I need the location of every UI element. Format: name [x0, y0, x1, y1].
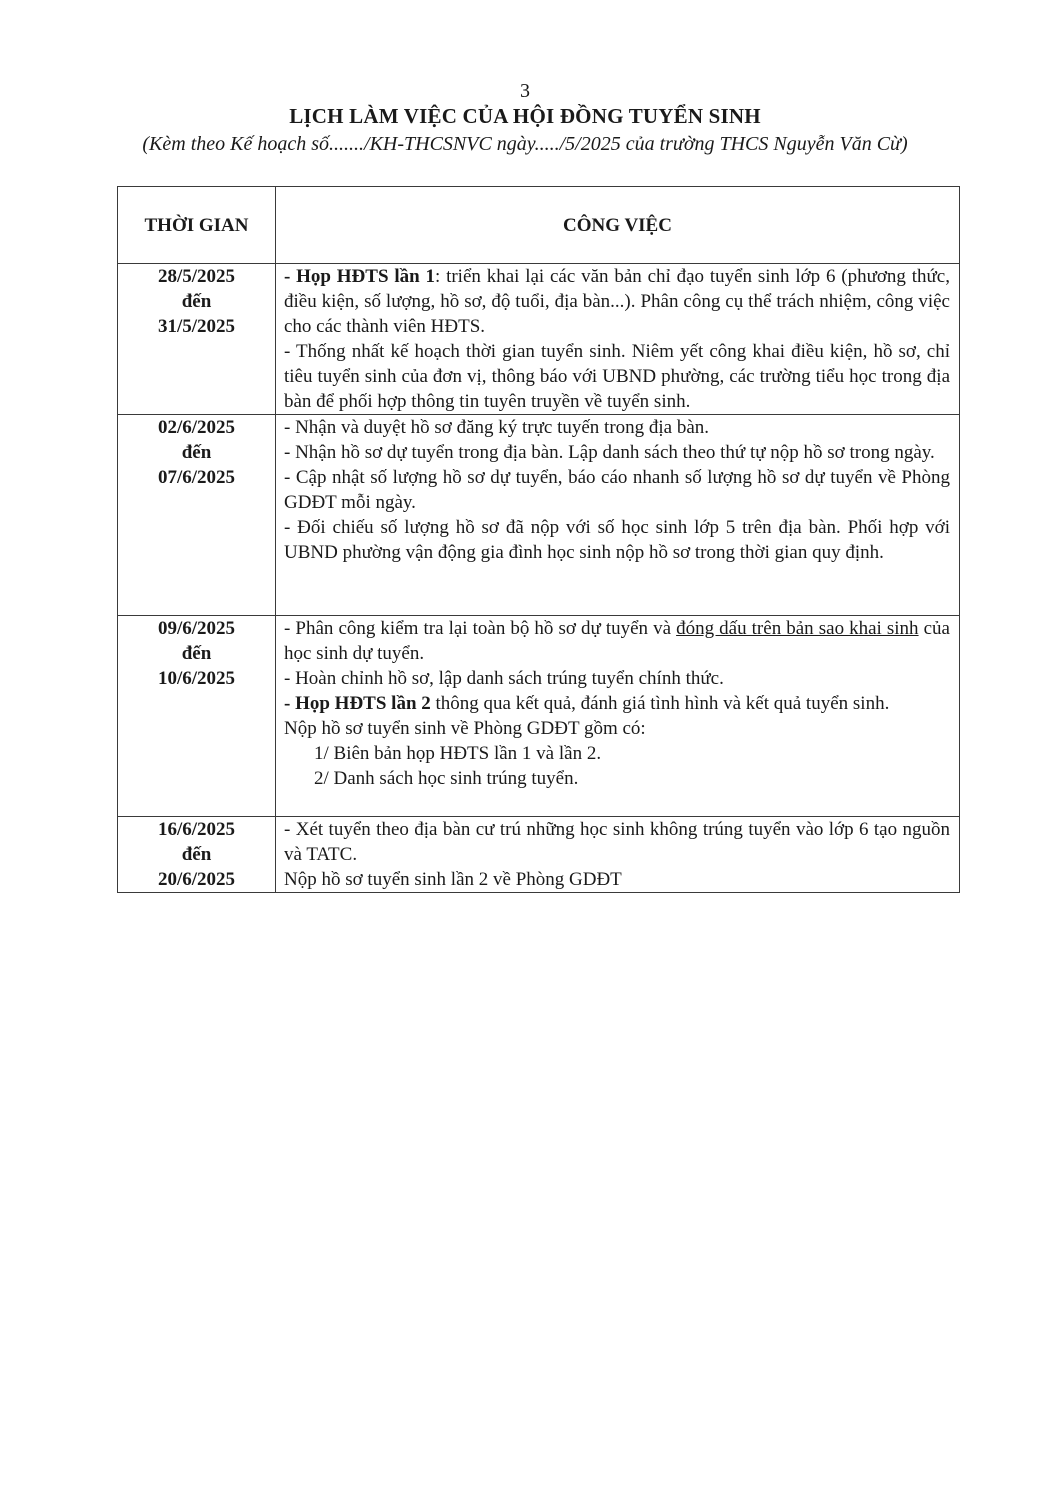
time-end: 10/6/2025	[157, 668, 236, 689]
work-item-bold: - Họp HĐTS lần 1	[284, 266, 435, 287]
work-item	[284, 339, 950, 414]
time-cell	[118, 415, 276, 616]
time-cell	[118, 616, 276, 817]
work-item: - Nhận hồ sơ dự tuyển trong địa bàn. Lập danh sách theo thứ tự nộp hồ sơ trong ngày.	[284, 442, 935, 463]
time-separator: đến	[181, 643, 212, 664]
work-item: - Cập nhật số lượng hồ sơ dự tuyển, báo cáo nhanh số lượng hồ sơ dự tuyển về Phòng GDĐT mỗi ngày.	[284, 467, 950, 513]
work-item-underline: đóng dấu trên bản sao khai sinh	[676, 618, 919, 639]
work-subitem: 2/ Danh sách học sinh trúng tuyển.	[314, 768, 579, 789]
time-start: 02/6/2025	[157, 417, 236, 438]
document-title: LỊCH LÀM VIỆC CỦA HỘI ĐỒNG TUYỂN SINH	[289, 104, 761, 128]
work-item-bold: - Họp HĐTS lần 2	[284, 693, 431, 714]
work-item-text: - Phân công kiểm tra lại toàn bộ hồ sơ dự tuyển và	[284, 618, 677, 639]
time-cell	[118, 817, 276, 893]
header-time: THỜI GIAN	[118, 187, 276, 264]
time-separator: đến	[181, 291, 212, 312]
work-cell	[276, 264, 960, 415]
table-row	[118, 817, 960, 893]
work-subitem: 1/ Biên bản họp HĐTS lần 1 và lần 2.	[314, 743, 602, 764]
work-item: Nộp hồ sơ tuyển sinh lần 2 về Phòng GDĐT	[284, 869, 622, 890]
time-end: 20/6/2025	[157, 869, 236, 890]
work-item: Nộp hồ sơ tuyển sinh về Phòng GDĐT gồm có:	[284, 718, 646, 739]
schedule-table	[117, 186, 960, 893]
table-header-row	[118, 187, 960, 264]
work-item-text: - Thống nhất kế hoạch thời gian tuyển sinh. Niêm yết công khai điều kiện, hồ sơ, chỉ tiêu tuyển sinh của đơn vị, thông báo với UBND phường, các trường tiểu học trong địa bàn để phối hợp thông tin tuyên truyền về tuyển sinh.	[284, 341, 950, 412]
work-item	[284, 691, 950, 716]
time-separator: đến	[181, 442, 212, 463]
table-row	[118, 616, 960, 817]
table-row	[118, 264, 960, 415]
work-item: - Nhận và duyệt hồ sơ đăng ký trực tuyến trong địa bàn.	[284, 417, 710, 438]
time-separator: đến	[181, 844, 212, 865]
time-end: 31/5/2025	[157, 316, 236, 337]
work-item-text: : triển khai lại các văn bản chỉ đạo tuyển sinh lớp 6 (phương thức, điều kiện, số lượng, hồ sơ, độ tuổi, địa bàn...). Phân công cụ thể trách nhiệm, công việc cho các thành viên HĐTS.	[284, 266, 950, 337]
page-number: 3	[520, 80, 530, 102]
time-end: 07/6/2025	[157, 467, 236, 488]
work-cell	[276, 415, 960, 616]
work-item: - Hoàn chỉnh hồ sơ, lập danh sách trúng tuyển chính thức.	[284, 668, 724, 689]
work-cell	[276, 616, 960, 817]
work-item-text: thông qua kết quả, đánh giá tình hình và kết quả tuyển sinh.	[430, 693, 890, 714]
work-item-text: của học sinh dự tuyển.	[284, 618, 950, 664]
time-start: 28/5/2025	[157, 266, 236, 287]
work-item	[284, 616, 950, 666]
work-item: - Xét tuyển theo địa bàn cư trú những học sinh không trúng tuyển vào lớp 6 tạo nguồn và TATC.	[284, 819, 950, 865]
header-work: CÔNG VIỆC	[276, 187, 960, 264]
work-item	[284, 264, 950, 339]
document-subtitle: (Kèm theo Kế hoạch số......./KH-THCSNVC ngày...../5/2025 của trường THCS Nguyễn Văn Cừ)	[142, 133, 908, 155]
time-start: 09/6/2025	[157, 618, 236, 639]
work-cell	[276, 817, 960, 893]
time-cell	[118, 264, 276, 415]
table-row	[118, 415, 960, 616]
time-start: 16/6/2025	[157, 819, 236, 840]
work-item: - Đối chiếu số lượng hồ sơ đã nộp với số học sinh lớp 5 trên địa bàn. Phối hợp với UBND phường vận động gia đình học sinh nộp hồ sơ trong thời gian quy định.	[284, 517, 950, 563]
